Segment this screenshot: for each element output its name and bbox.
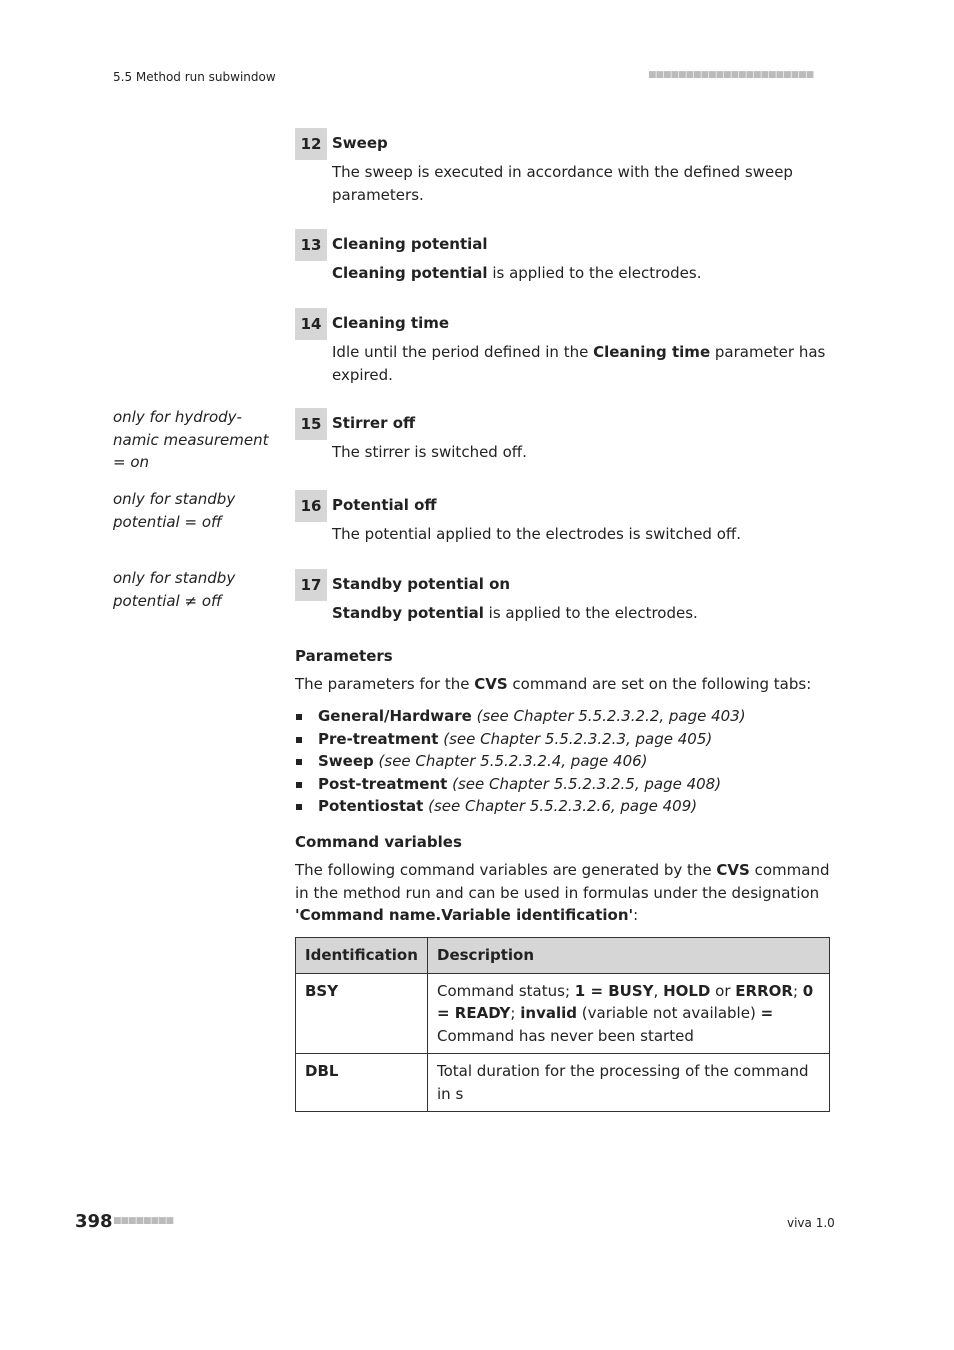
variable-description: Command status; 1 = BUSY, HOLD or ERROR; 0 = READY; invalid (variable not available) = Command has never been started bbox=[428, 973, 830, 1054]
column-header-identification: Identification bbox=[296, 938, 428, 974]
step-description: Cleaning potential is applied to the electrodes. bbox=[332, 264, 702, 282]
page-number: 398 bbox=[75, 1211, 113, 1232]
tab-name: General/Hardware bbox=[318, 707, 472, 725]
tab-name: Potentiostat bbox=[318, 797, 424, 815]
step-number: 14 bbox=[295, 308, 327, 340]
step-description: The sweep is executed in accordance with the defined sweep parameters. bbox=[332, 163, 793, 204]
table-header-row bbox=[296, 938, 830, 974]
header-decorative-dots: ■■■■■■■■■■■■■■■■■■■■■■ bbox=[648, 70, 814, 80]
parameter-tabs-list bbox=[295, 705, 830, 818]
step-description: Standby potential is applied to the electrodes. bbox=[332, 604, 698, 622]
step-title: Sweep bbox=[332, 134, 388, 152]
footer-decorative-dots: ■■■■■■■■ bbox=[113, 1216, 174, 1226]
step-description: Idle until the period defined in the Cleaning time parameter has expired. bbox=[332, 343, 826, 384]
product-version: viva 1.0 bbox=[787, 1216, 835, 1230]
side-note-standby-not-off: only for standby potential ≠ off bbox=[113, 569, 236, 610]
step-title: Stirrer off bbox=[332, 414, 416, 432]
step-title: Cleaning potential bbox=[332, 235, 488, 253]
variable-identification: DBL bbox=[296, 1054, 428, 1112]
chapter-reference-link[interactable]: (see Chapter 5.5.2.3.2.5, page 408) bbox=[452, 774, 722, 793]
list-item bbox=[295, 795, 830, 818]
parameters-intro: The parameters for the CVS command are set on the following tabs: bbox=[295, 675, 812, 693]
tab-name: Post-treatment bbox=[318, 774, 448, 793]
step-title: Standby potential on bbox=[332, 575, 511, 593]
step-number: 15 bbox=[295, 408, 327, 440]
list-item bbox=[295, 773, 830, 796]
chapter-reference-link[interactable]: (see Chapter 5.5.2.3.2.2, page 403) bbox=[476, 707, 746, 725]
chapter-reference-link[interactable]: (see Chapter 5.5.2.3.2.3, page 405) bbox=[443, 729, 713, 748]
step-title: Potential off bbox=[332, 496, 437, 514]
variable-description: Total duration for the processing of the command in s bbox=[428, 1054, 830, 1112]
variable-identification: BSY bbox=[296, 973, 428, 1054]
command-variables-table bbox=[295, 937, 830, 1112]
table-row bbox=[296, 1054, 830, 1112]
list-item bbox=[295, 705, 830, 728]
step-number: 17 bbox=[295, 569, 327, 601]
running-header-section: 5.5 Method run subwindow bbox=[113, 70, 276, 84]
step-number: 13 bbox=[295, 229, 327, 261]
step-description: The stirrer is switched off. bbox=[332, 443, 527, 461]
list-item bbox=[295, 750, 830, 773]
chapter-reference-link[interactable]: (see Chapter 5.5.2.3.2.6, page 409) bbox=[428, 797, 698, 815]
table-row bbox=[296, 973, 830, 1054]
column-header-description: Description bbox=[428, 938, 830, 974]
step-number: 12 bbox=[295, 128, 327, 160]
parameters-heading: Parameters bbox=[295, 647, 393, 665]
step-title: Cleaning time bbox=[332, 314, 450, 332]
tab-name: Sweep bbox=[318, 752, 374, 770]
side-note-standby-off: only for standby potential = off bbox=[113, 490, 236, 531]
list-item bbox=[295, 728, 830, 751]
command-variables-heading: Command variables bbox=[295, 833, 462, 851]
side-note-hydrodynamic: only for hydrodynamic measurement = on bbox=[113, 408, 269, 471]
command-variables-intro: The following command variables are generated by the CVS command in the method run and can be used in formulas under the designation 'Command name.Variable identification': bbox=[295, 861, 830, 924]
chapter-reference-link[interactable]: (see Chapter 5.5.2.3.2.4, page 406) bbox=[378, 752, 648, 770]
tab-name: Pre-treatment bbox=[318, 729, 439, 748]
step-description: The potential applied to the electrodes is switched off. bbox=[332, 525, 741, 543]
step-number: 16 bbox=[295, 490, 327, 522]
